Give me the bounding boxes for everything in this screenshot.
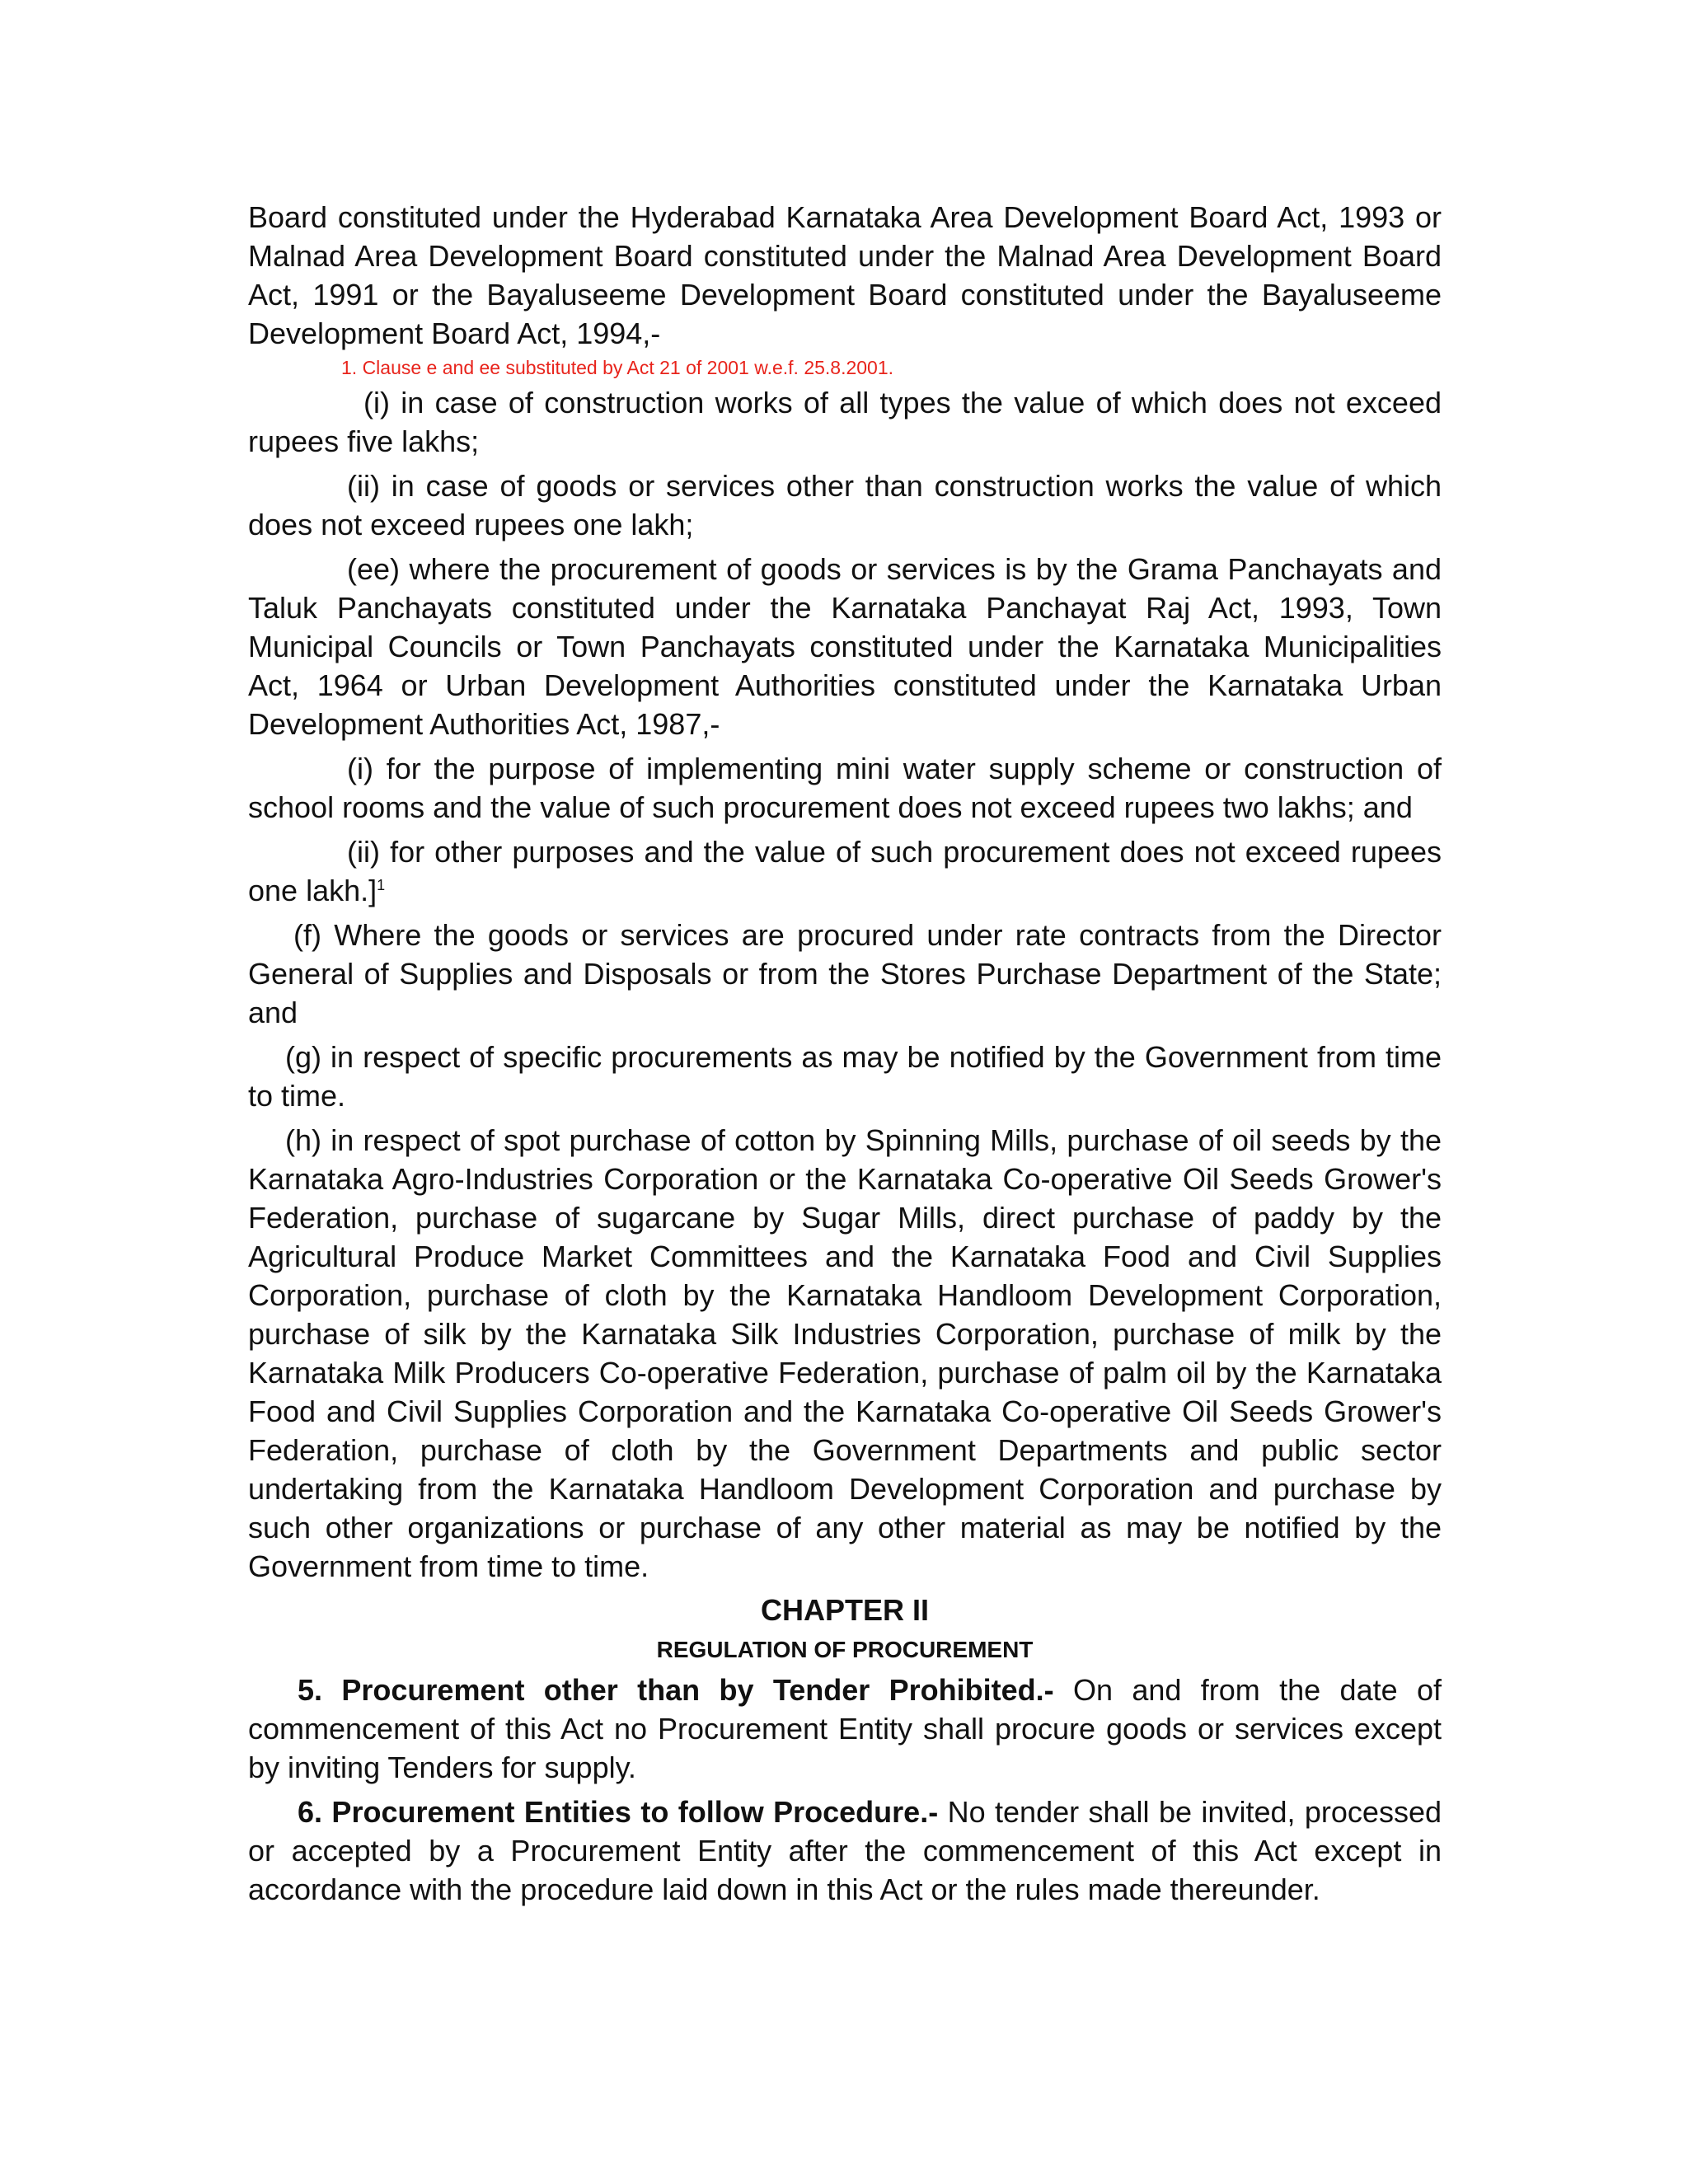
clause-f: (f) Where the goods or services are procured under rate contracts from the Director General of Supplies and Disposals or from the Stores Purchase Department of the State; and	[248, 918, 1442, 1029]
section-6	[248, 1793, 1442, 1909]
clause-ee-ii-text: (ii) for other purposes and the value of such procurement does not exceed rupees one lakh.]	[248, 835, 1442, 907]
clause-ee-i: (i) for the purpose of implementing mini water supply scheme or construction of school rooms and the value of such procurement does not exceed rupees two lakhs; and	[248, 752, 1442, 824]
chapter-heading: CHAPTER II	[760, 1593, 929, 1627]
clause-ee-ii	[248, 832, 1442, 910]
footnote-reference: 1	[377, 877, 386, 893]
clause-h: (h) in respect of spot purchase of cotton by Spinning Mills, purchase of oil seeds by the Karnataka Agro-Industries Corporation or the Karnataka Co-operative Oil Seeds Grower's Federation, purchase of sugarcane by Sugar Mills, direct purchase of paddy by the Agricultural Produce Market Committees and the Karnataka Food and Civil Supplies Corporation, purchase of cloth by the Karnataka Handloom Development Corporation, purchase of silk by the Karnataka Silk Industries Corporation, purchase of milk by the Karnataka Milk Producers Co-operative Federation, purchase of palm oil by the Karnataka Food and Civil Supplies Corporation and the Karnataka Co-operative Oil Seeds Grower's Federation, purchase of cloth by the Government Departments and public sector undertaking from the Karnataka Handloom Development Corporation and purchase by such other organizations or purchase of any other material as may be notified by the Government from time to time.	[248, 1123, 1442, 1583]
amendment-footnote: 1. Clause e and ee substituted by Act 21 of 2001 w.e.f. 25.8.2001.	[341, 357, 894, 378]
paragraph-intro: Board constituted under the Hyderabad Karnataka Area Development Board Act, 1993 or Malnad Area Development Board constituted under the Malnad Area Development Board Act, 1991 or the Bayaluseeme Development Board constituted under the Bayaluseeme Development Board Act, 1994,-	[248, 200, 1442, 350]
clause-ee: (ee) where the procurement of goods or services is by the Grama Panchayats and Taluk Panchayats constituted under the Karnataka Panchayat Raj Act, 1993, Town Municipal Councils or Town Panchayats constituted under the Karnataka Municipalities Act, 1964 or Urban Development Authorities constituted under the Karnataka Urban Development Authorities Act, 1987,-	[248, 552, 1442, 741]
document-page	[248, 198, 1442, 1909]
chapter-subheading: REGULATION OF PROCUREMENT	[656, 1637, 1034, 1662]
section-5-body: On and from the date of commencement of this Act no Procurement Entity shall procure goods or services except by inviting Tenders for supply.	[248, 1673, 1442, 1784]
clause-g: (g) in respect of specific procurements as may be notified by the Government from time to time.	[248, 1040, 1442, 1113]
section-5-title: 5. Procurement other than by Tender Prohibited.-	[298, 1673, 1054, 1707]
clause-e-i: (i) in case of construction works of all types the value of which does not exceed rupees five lakhs;	[248, 386, 1442, 458]
section-6-body: No tender shall be invited, processed or accepted by a Procurement Entity after the commencement of this Act except in accordance with the procedure laid down in this Act or the rules made thereunder.	[248, 1795, 1442, 1906]
clause-e-ii: (ii) in case of goods or services other than construction works the value of which does not exceed rupees one lakh;	[248, 469, 1442, 541]
section-5	[248, 1671, 1442, 1787]
section-6-title: 6. Procurement Entities to follow Procedure.-	[298, 1795, 939, 1829]
